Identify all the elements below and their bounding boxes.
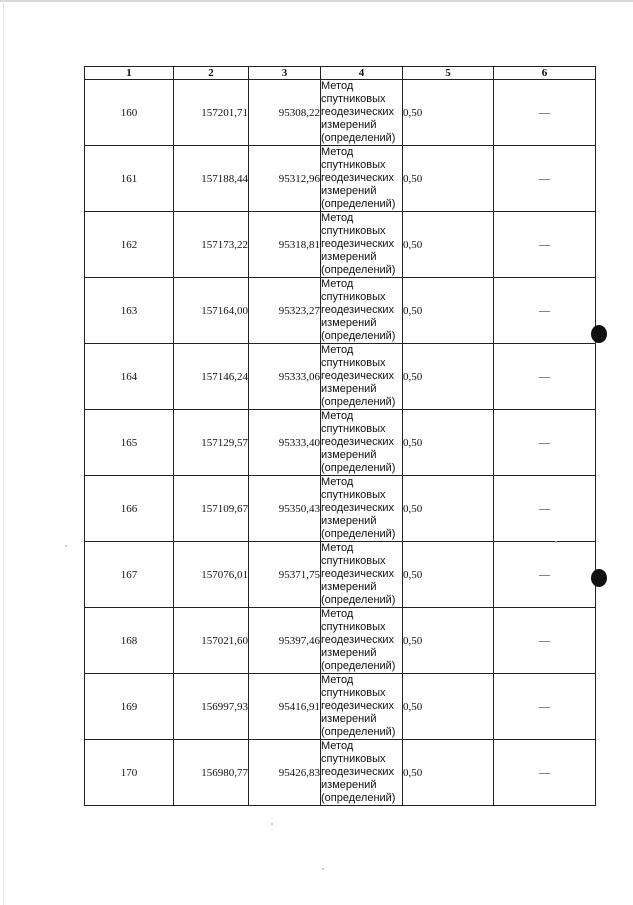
note-cell: — [494,410,596,476]
coordinate-x-cell: 157129,57 [174,410,249,476]
method-cell [321,146,403,212]
method-line: (определений) [321,594,396,606]
method-line: спутниковых [321,423,386,435]
point-number-cell: 168 [85,608,174,674]
method-cell [321,542,403,608]
table-row [85,740,596,806]
note-cell: — [494,542,596,608]
method-line: (определений) [321,462,396,474]
table-row [85,80,596,146]
method-line: измерений [321,251,377,263]
coordinate-x-cell: 157201,71 [174,80,249,146]
method-line: геодезических [321,436,395,448]
note-cell: — [494,80,596,146]
accuracy-cell: 0,50 [403,476,494,542]
method-line: геодезических [321,568,395,580]
method-line: Метод [321,146,354,158]
method-line: (определений) [321,726,396,738]
header-col-3: 3 [249,67,321,80]
point-number-cell: 163 [85,278,174,344]
method-cell [321,410,403,476]
method-line: измерений [321,647,377,659]
table-row [85,674,596,740]
note-cell: — [494,212,596,278]
accuracy-cell: 0,50 [403,278,494,344]
accuracy-cell: 0,50 [403,608,494,674]
accuracy-cell: 0,50 [403,740,494,806]
method-line: спутниковых [321,93,386,105]
method-line: геодезических [321,370,395,382]
note-cell: — [494,740,596,806]
coordinate-x-cell: 157146,24 [174,344,249,410]
table-row [85,476,596,542]
method-line: геодезических [321,766,395,778]
header-col-1: 1 [85,67,174,80]
page-top-edge [0,0,633,2]
point-number-cell: 170 [85,740,174,806]
table-row [85,146,596,212]
method-line: Метод [321,278,354,290]
coordinate-x-cell: 157076,01 [174,542,249,608]
method-line: (определений) [321,528,396,540]
coordinate-x-cell: 157021,60 [174,608,249,674]
coordinate-y-cell: 95333,06 [249,344,321,410]
method-line: (определений) [321,792,396,804]
point-number-cell: 162 [85,212,174,278]
note-cell: — [494,278,596,344]
method-cell [321,80,403,146]
coordinate-y-cell: 95397,46 [249,608,321,674]
header-col-2: 2 [174,67,249,80]
table-row [85,278,596,344]
method-line: (определений) [321,330,396,342]
method-line: Метод [321,740,354,752]
method-line: геодезических [321,634,395,646]
note-cell: — [494,674,596,740]
method-line: измерений [321,515,377,527]
method-line: измерений [321,383,377,395]
header-col-5: 5 [403,67,494,80]
point-number-cell: 164 [85,344,174,410]
method-line: геодезических [321,700,395,712]
method-line: Метод [321,608,354,620]
method-cell [321,740,403,806]
note-cell: — [494,476,596,542]
method-line: измерений [321,713,377,725]
coordinate-y-cell: 95350,43 [249,476,321,542]
method-line: Метод [321,476,354,488]
method-line: измерений [321,185,377,197]
note-cell: — [494,608,596,674]
method-line: (определений) [321,132,396,144]
method-line: спутниковых [321,159,386,171]
scan-speck [322,868,324,870]
point-number-cell: 169 [85,674,174,740]
method-line: Метод [321,410,354,422]
point-number-cell: 167 [85,542,174,608]
accuracy-cell: 0,50 [403,212,494,278]
method-cell [321,674,403,740]
note-cell: — [494,344,596,410]
punch-hole [591,569,607,587]
header-col-4: 4 [321,67,403,80]
coordinate-y-cell: 95371,75 [249,542,321,608]
method-cell [321,278,403,344]
scan-speck [555,541,557,543]
method-line: измерений [321,119,377,131]
point-number-cell: 160 [85,80,174,146]
point-number-cell: 165 [85,410,174,476]
method-line: спутниковых [321,225,386,237]
table-row [85,542,596,608]
coordinate-x-cell: 157109,67 [174,476,249,542]
header-row [85,67,596,80]
table-row [85,212,596,278]
table-row [85,410,596,476]
coordinate-y-cell: 95312,96 [249,146,321,212]
method-line: спутниковых [321,753,386,765]
accuracy-cell: 0,50 [403,674,494,740]
accuracy-cell: 0,50 [403,410,494,476]
header-col-6: 6 [494,67,596,80]
method-line: Метод [321,212,354,224]
scan-speck [271,823,273,825]
method-line: спутниковых [321,489,386,501]
note-cell: — [494,146,596,212]
method-line: измерений [321,581,377,593]
punch-hole [591,325,607,343]
coordinate-x-cell: 156997,93 [174,674,249,740]
point-number-cell: 166 [85,476,174,542]
scan-speck [65,545,67,547]
method-line: (определений) [321,396,396,408]
coordinates-table [84,66,596,806]
coordinate-y-cell: 95308,22 [249,80,321,146]
table-row [85,344,596,410]
method-line: (определений) [321,264,396,276]
coordinate-x-cell: 157188,44 [174,146,249,212]
accuracy-cell: 0,50 [403,344,494,410]
method-line: спутниковых [321,555,386,567]
coordinate-y-cell: 95426,83 [249,740,321,806]
coordinate-y-cell: 95333,40 [249,410,321,476]
coordinate-y-cell: 95323,27 [249,278,321,344]
method-line: спутниковых [321,357,386,369]
page-left-edge [3,0,4,905]
method-cell [321,212,403,278]
method-line: Метод [321,674,354,686]
method-cell [321,608,403,674]
coordinate-y-cell: 95318,81 [249,212,321,278]
method-line: геодезических [321,172,395,184]
method-line: Метод [321,344,354,356]
method-line: геодезических [321,106,395,118]
table-body [85,80,596,806]
method-line: спутниковых [321,621,386,633]
method-line: (определений) [321,198,396,210]
accuracy-cell: 0,50 [403,146,494,212]
method-line: Метод [321,80,354,92]
method-line: геодезических [321,304,395,316]
coordinate-y-cell: 95416,91 [249,674,321,740]
method-cell [321,476,403,542]
method-line: (определений) [321,660,396,672]
method-line: спутниковых [321,687,386,699]
method-line: измерений [321,779,377,791]
method-line: спутниковых [321,291,386,303]
coordinate-x-cell: 157173,22 [174,212,249,278]
point-number-cell: 161 [85,146,174,212]
table-row [85,608,596,674]
method-line: геодезических [321,238,395,250]
method-line: измерений [321,449,377,461]
coordinate-x-cell: 156980,77 [174,740,249,806]
method-line: геодезических [321,502,395,514]
method-cell [321,344,403,410]
method-line: измерений [321,317,377,329]
method-line: Метод [321,542,354,554]
coordinate-x-cell: 157164,00 [174,278,249,344]
accuracy-cell: 0,50 [403,80,494,146]
accuracy-cell: 0,50 [403,542,494,608]
